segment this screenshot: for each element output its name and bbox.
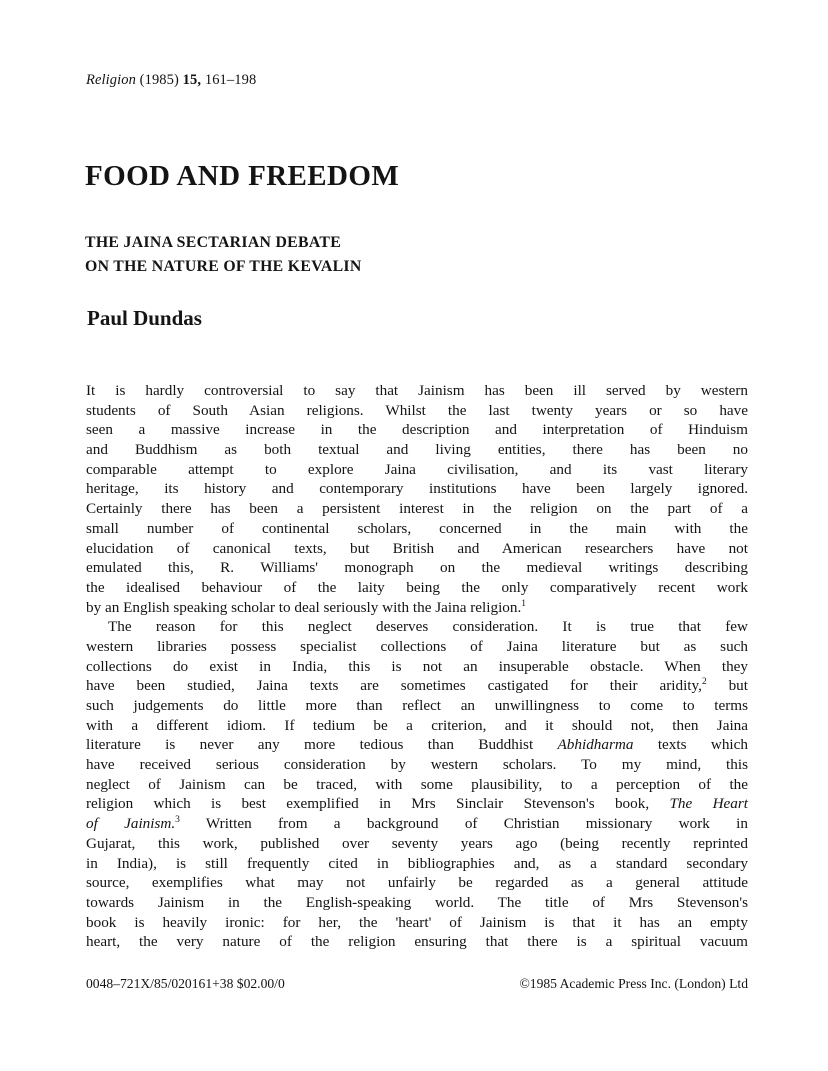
footnote-ref-2[interactable]: 2 <box>701 677 707 688</box>
body-line <box>86 598 748 618</box>
article-body <box>86 381 748 952</box>
body-text-run: by an English speaking scholar to deal seriously with the Jaina religion. <box>86 598 522 616</box>
subtitle-line-1: THE JAINA SECTARIAN DEBATE <box>85 234 342 251</box>
issn-price-code: 0048–721X/85/020161+38 $02.00/0 <box>86 976 285 991</box>
body-line: book is heavily ironic: for her, the 'heart' of Jainism is that it has an empty <box>86 913 748 931</box>
body-line: and Buddhism as both textual and living entities, there has been no <box>86 441 748 459</box>
italic-term: Abhidharma <box>557 736 634 754</box>
body-text-run: have been studied, Jaina texts are sometimes castigated for their aridity, <box>86 677 702 695</box>
body-text-run: Written from a background of Christian missionary work in <box>179 815 748 833</box>
body-line: heritage, its history and contemporary institutions have been largely ignored. <box>86 480 748 498</box>
author-name: Paul Dundas <box>87 306 202 330</box>
body-line: small number of continental scholars, concerned in the main with the <box>86 519 748 537</box>
body-line: the idealised behaviour of the laity being the only comparatively recent work <box>86 578 748 596</box>
body-line: students of South Asian religions. Whilst the last twenty years or so have <box>86 401 748 419</box>
footnote-ref-1[interactable]: 1 <box>521 598 527 609</box>
article-title: FOOD AND FREEDOM <box>85 160 400 192</box>
book-title-italic: The Heart <box>669 795 749 813</box>
body-text-run: religion which is best exemplified in Mrs Sinclair Stevenson's book, <box>86 795 670 813</box>
journal-citation <box>86 72 256 89</box>
body-line <box>86 814 748 834</box>
journal-pages: 161–198 <box>204 72 257 88</box>
body-line: western libraries possess specialist collections of Jaina literature but as such <box>86 637 748 655</box>
body-line <box>86 794 748 814</box>
book-title-italic: of Jainism. <box>86 815 176 833</box>
body-line: Certainly there has been a persistent interest in the religion on the part of a <box>86 500 748 518</box>
body-line: It is hardly controversial to say that Jainism has been ill served by western <box>86 382 748 399</box>
journal-volume: 15, <box>182 72 202 88</box>
journal-year: (1985) <box>139 72 179 88</box>
body-line: neglect of Jainism can be traced, with some plausibility, to a perception of the <box>86 775 748 793</box>
body-line: comparable attempt to explore Jaina civilisation, and its vast literary <box>86 460 748 478</box>
body-line: have received serious consideration by western scholars. To my mind, this <box>86 756 748 774</box>
body-text-run: but <box>706 677 748 695</box>
body-line: heart, the very nature of the religion ensuring that there is a spiritual vacuum <box>86 933 748 951</box>
footnote-ref-3[interactable]: 3 <box>175 815 180 826</box>
body-text-run: texts which <box>633 736 748 754</box>
body-line <box>86 676 748 696</box>
body-line <box>86 735 748 755</box>
copyright-notice: ©1985 Academic Press Inc. (London) Ltd <box>519 976 748 991</box>
body-line: emulated this, R. Williams' monograph on the medieval writings describing <box>86 559 748 577</box>
body-line: seen a massive increase in the description and interpretation of Hinduism <box>86 421 748 439</box>
body-line: collections do exist in India, this is not an insuperable obstacle. When they <box>86 657 748 675</box>
body-line: towards Jainism in the English-speaking world. The title of Mrs Stevenson's <box>86 893 748 911</box>
body-line: The reason for this neglect deserves consideration. It is true that few <box>108 618 748 636</box>
subtitle-line-2: ON THE NATURE OF THE KEVALIN <box>85 258 362 275</box>
body-line: Gujarat, this work, published over seventy years ago (being recently reprinted <box>86 834 748 852</box>
body-line: such judgements do little more than reflect an unwillingness to come to terms <box>86 697 748 714</box>
journal-name: Religion <box>86 72 136 88</box>
body-text-run: literature is never any more tedious than Buddhist <box>86 736 558 754</box>
article-subtitle <box>85 231 362 279</box>
body-line: with a different idiom. If tedium be a criterion, and it should not, then Jaina <box>86 716 748 734</box>
body-line: elucidation of canonical texts, but British and American researchers have not <box>86 539 748 557</box>
body-line: source, exemplifies what may not unfairly be regarded as a general attitude <box>86 874 748 892</box>
body-line: in India), is still frequently cited in bibliographies and, as a standard secondary <box>86 854 748 872</box>
